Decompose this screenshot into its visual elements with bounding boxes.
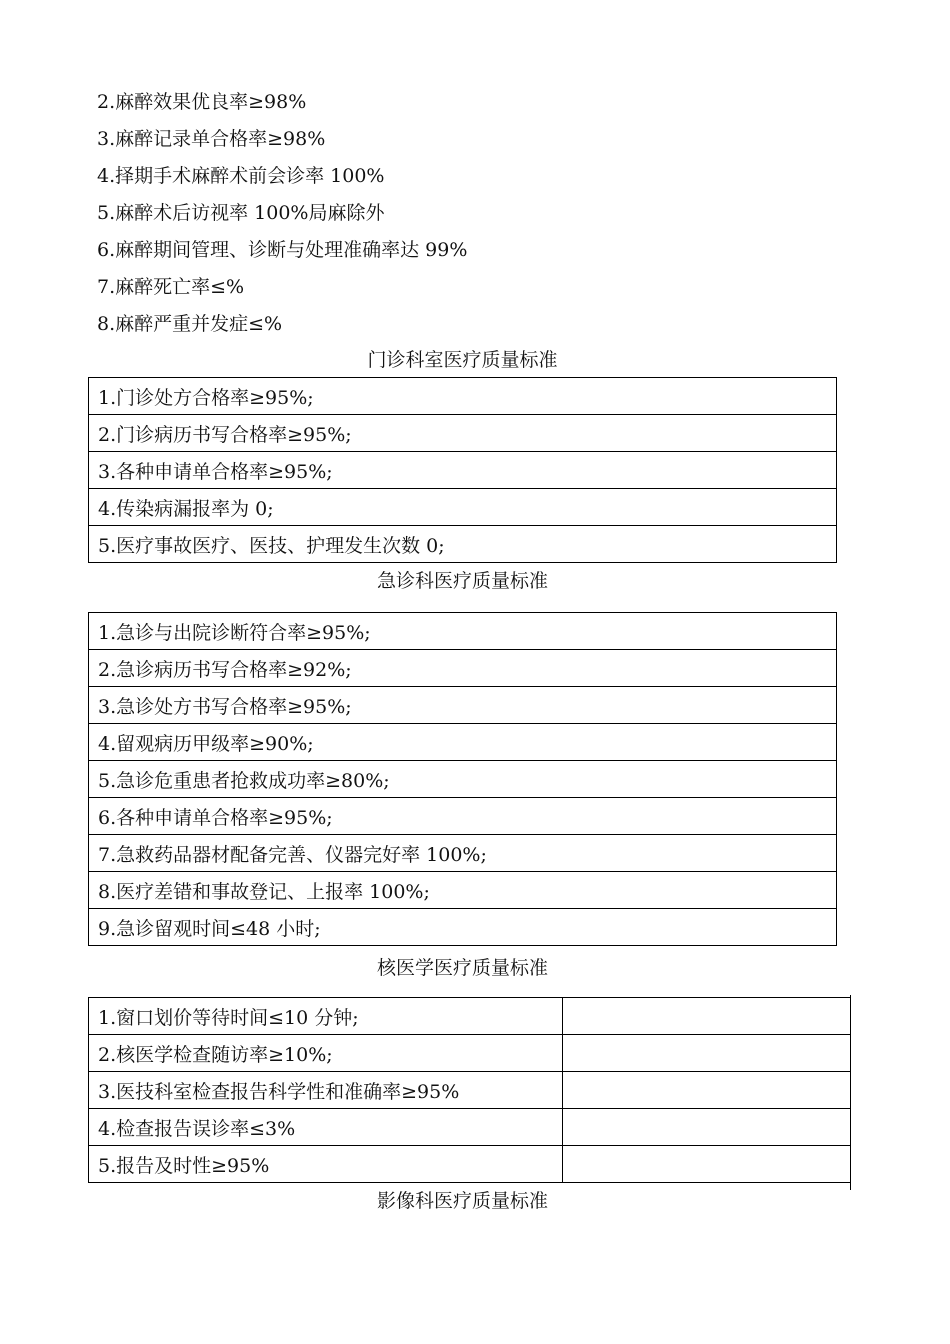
table-cell: 5.急诊危重患者抢救成功率≥80%; (89, 761, 837, 798)
table-row (89, 998, 851, 1035)
table-cell: 3.各种申请单合格率≥95%; (89, 452, 837, 489)
table-row (89, 1109, 851, 1146)
table-row (89, 526, 837, 563)
table-cell: 1.急诊与出院诊断符合率≥95%; (89, 613, 837, 650)
list-item: 2.麻醉效果优良率≥98% (97, 91, 307, 113)
table-cell: 2.门诊病历书写合格率≥95%; (89, 415, 837, 452)
table-row (89, 687, 837, 724)
table-row (89, 452, 837, 489)
table-row (89, 798, 837, 835)
table-row (89, 909, 837, 946)
section-title-imaging: 影像科医疗质量标准 (376, 1190, 548, 1212)
table-row (89, 489, 837, 526)
section-title-outpatient: 门诊科室医疗质量标准 (367, 349, 558, 371)
table-cell: 1.门诊处方合格率≥95%; (89, 378, 837, 415)
table-cell: 8.医疗差错和事故登记、上报率 100%; (89, 872, 837, 909)
table-cell: 4.检查报告误诊率≤3% (89, 1109, 563, 1146)
table-row (89, 724, 837, 761)
table-cell: 1.窗口划价等待时间≤10 分钟; (89, 998, 563, 1035)
table-cell: 3.急诊处方书写合格率≥95%; (89, 687, 837, 724)
table-row (89, 378, 837, 415)
table-cell: 5.报告及时性≥95% (89, 1146, 563, 1183)
list-item: 7.麻醉死亡率≤% (97, 276, 245, 298)
empty-cell (563, 1109, 851, 1146)
table-row (89, 1035, 851, 1072)
empty-cell (563, 998, 851, 1035)
emergency-standards-table (88, 612, 837, 946)
empty-cell (563, 1035, 851, 1072)
table-cell: 6.各种申请单合格率≥95%; (89, 798, 837, 835)
section-title-nuclear-medicine: 核医学医疗质量标准 (376, 957, 548, 979)
list-item: 5.麻醉术后访视率 100%局麻除外 (97, 202, 385, 224)
anesthesia-standards-list (97, 85, 857, 344)
empty-cell (563, 1146, 851, 1183)
table-row (89, 650, 837, 687)
table-cell: 2.核医学检查随访率≥10%; (89, 1035, 563, 1072)
list-item: 8.麻醉严重并发症≤% (97, 313, 283, 335)
section-title-emergency: 急诊科医疗质量标准 (376, 570, 548, 592)
table-row (89, 872, 837, 909)
list-item: 6.麻醉期间管理、诊断与处理准确率达 99% (97, 239, 468, 261)
table-row (89, 761, 837, 798)
table-cell: 7.急救药品器材配备完善、仪器完好率 100%; (89, 835, 837, 872)
table-cell: 4.传染病漏报率为 0; (89, 489, 837, 526)
outpatient-standards-table (88, 377, 837, 563)
table-cell: 4.留观病历甲级率≥90%; (89, 724, 837, 761)
table-row (89, 835, 837, 872)
table-cell: 2.急诊病历书写合格率≥92%; (89, 650, 837, 687)
table-cell: 3.医技科室检查报告科学性和准确率≥95% (89, 1072, 563, 1109)
table-row (89, 1072, 851, 1109)
table-row (89, 1146, 851, 1183)
table-cell: 9.急诊留观时间≤48 小时; (89, 909, 837, 946)
table-edge-line (850, 995, 851, 1190)
list-item: 3.麻醉记录单合格率≥98% (97, 128, 326, 150)
list-item: 4.择期手术麻醉术前会诊率 100% (97, 165, 385, 187)
table-row (89, 613, 837, 650)
empty-cell (563, 1072, 851, 1109)
nuclear-medicine-standards-table (88, 997, 851, 1183)
table-row (89, 415, 837, 452)
table-cell: 5.医疗事故医疗、医技、护理发生次数 0; (89, 526, 837, 563)
